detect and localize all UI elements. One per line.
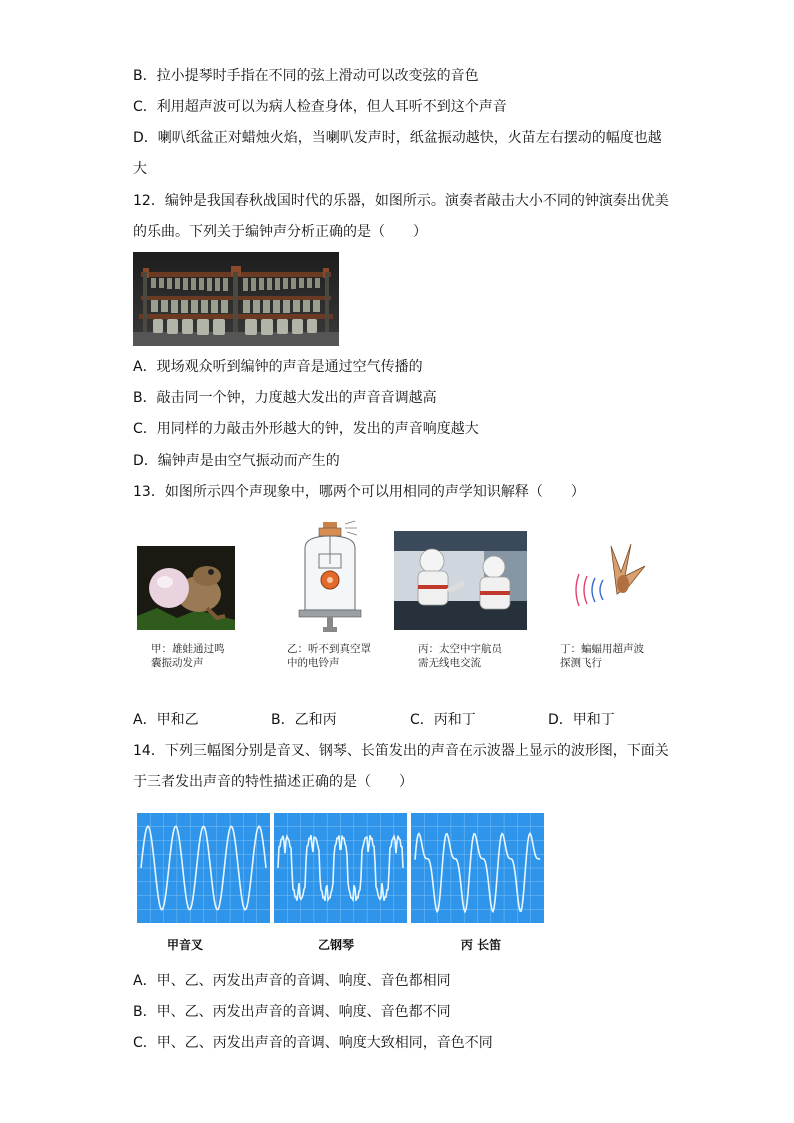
q12-option-d: D．编钟声是由空气振动而产生的 bbox=[133, 453, 340, 469]
q13-option-a: A．甲和乙 bbox=[133, 712, 199, 728]
q11-option-b: B．拉小提琴时手指在不同的弦上滑动可以改变弦的音色 bbox=[133, 68, 479, 84]
q11-option-c: C．利用超声波可以为病人检查身体，但人耳听不到这个声音 bbox=[133, 99, 507, 115]
q13-option-b: B．乙和丙 bbox=[271, 712, 337, 728]
q12-option-c: C．用同样的力敲击外形越大的钟，发出的声音响度越大 bbox=[133, 421, 479, 437]
q11-option-d-line2: 大 bbox=[133, 161, 147, 177]
caption-yi-line1: 乙：听不到真空罩 bbox=[287, 643, 371, 655]
q12-option-b: B．敲击同一个钟，力度越大发出的声音音调越高 bbox=[133, 390, 437, 406]
q12-option-a: A．现场观众听到编钟的声音是通过空气传播的 bbox=[133, 359, 423, 375]
wave-label-yi: 乙钢琴 bbox=[317, 938, 354, 952]
wave-label-jia: 甲音叉 bbox=[166, 938, 203, 952]
vacuum-bell-jar-figure bbox=[285, 518, 377, 636]
q14-option-a: A．甲、乙、丙发出声音的音调、响度、音色都相同 bbox=[133, 973, 451, 989]
bat-ultrasound-figure bbox=[573, 536, 651, 630]
q14-option-b: B．甲、乙、丙发出声音的音调、响度、音色都不同 bbox=[133, 1004, 451, 1020]
q13-stem: 13．如图所示四个声现象中，哪两个可以用相同的声学知识解释（ ） bbox=[133, 484, 585, 500]
q14-option-c: C．甲、乙、丙发出声音的音调、响度大致相同，音色不同 bbox=[133, 1035, 493, 1051]
caption-ding-line2: 探测飞行 bbox=[560, 657, 602, 669]
astronauts-photo bbox=[394, 531, 527, 630]
q11-option-d-line1: D．喇叭纸盆正对蜡烛火焰，当喇叭发声时，纸盆振动越快，火苗左右摆动的幅度也越 bbox=[133, 130, 662, 146]
frog-photo bbox=[137, 546, 235, 630]
q12-stem-line2: 的乐曲。下列关于编钟声分析正确的是（ ） bbox=[133, 224, 427, 240]
caption-jia-line2: 囊振动发声 bbox=[151, 657, 204, 669]
caption-yi-line2: 中的电铃声 bbox=[287, 657, 340, 669]
q14-stem-line1: 14．下列三幅图分别是音叉、钢琴、长笛发出的声音在示波器上显示的波形图，下面关 bbox=[133, 743, 669, 759]
caption-jia-line1: 甲：雄蛙通过鸣 bbox=[151, 643, 225, 655]
q12-stem-line1: 12．编钟是我国春秋战国时代的乐器，如图所示。演奏者敲击大小不同的钟演奏出优美 bbox=[133, 193, 669, 209]
wave-label-bing: 丙 长笛 bbox=[460, 938, 502, 952]
caption-ding-line1: 丁：蝙蝠用超声波 bbox=[560, 643, 644, 655]
waveform-flute bbox=[411, 813, 544, 923]
q14-stem-line2: 于三者发出声音的特性描述正确的是（ ） bbox=[133, 774, 413, 790]
bianzhong-photo bbox=[133, 252, 339, 346]
waveform-piano bbox=[274, 813, 407, 923]
q13-option-c: C．丙和丁 bbox=[410, 712, 476, 728]
caption-bing-line2: 需无线电交流 bbox=[418, 657, 481, 669]
q13-option-d: D．甲和丁 bbox=[548, 712, 615, 728]
caption-bing-line1: 丙：太空中宇航员 bbox=[418, 643, 502, 655]
oscilloscope-waveforms bbox=[137, 813, 545, 923]
waveform-tuning-fork bbox=[137, 813, 270, 923]
